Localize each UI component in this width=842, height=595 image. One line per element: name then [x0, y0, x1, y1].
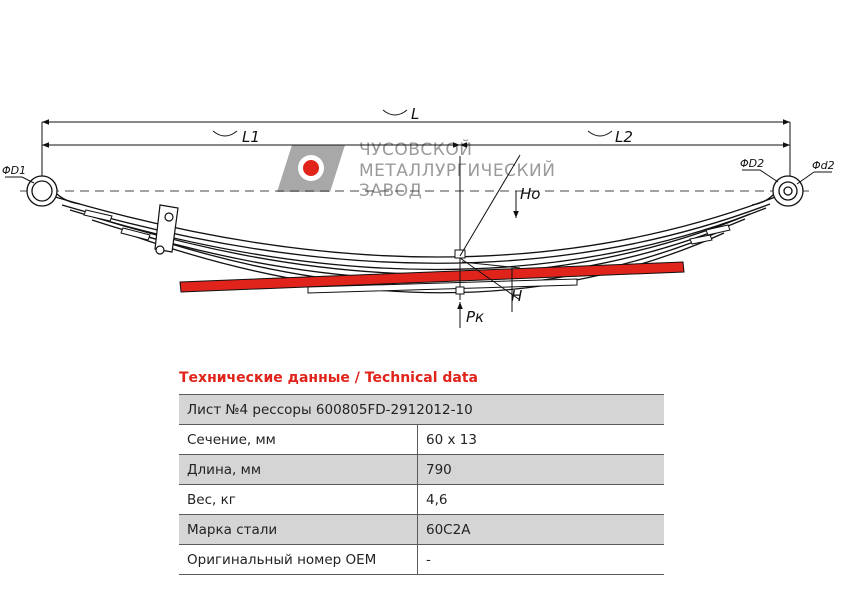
- table-header-cell: Лист №4 рессоры 600805FD-2912012-10: [179, 395, 664, 425]
- label-D2: ΦD2: [740, 157, 765, 170]
- row-value: 790: [418, 455, 665, 485]
- table-row: [179, 545, 664, 575]
- table-header-row: [179, 395, 664, 425]
- rebound-clip: [155, 205, 178, 254]
- row-label: Оригинальный номер OEM: [179, 545, 418, 575]
- label-L2: L2: [615, 128, 633, 146]
- row-label: Марка стали: [179, 515, 418, 545]
- table-row: [179, 425, 664, 455]
- row-value: 4,6: [418, 485, 665, 515]
- label-L1: L1: [242, 128, 260, 146]
- row-value: 60 x 13: [418, 425, 665, 455]
- row-label: Сечение, мм: [179, 425, 418, 455]
- leaf-end-tabs: [84, 210, 730, 244]
- logo-text-line1: ЧУСОВСКОЙ: [359, 140, 473, 160]
- table-row: [179, 455, 664, 485]
- row-label: Вес, кг: [179, 485, 418, 515]
- row-label: Длина, мм: [179, 455, 418, 485]
- label-H: H: [511, 287, 523, 305]
- company-logo: [277, 138, 555, 201]
- logo-text-line3: ЗАВОД: [359, 181, 423, 201]
- label-d2: Φd2: [812, 159, 835, 172]
- label-D1: ΦD1: [2, 164, 27, 177]
- row-value: 60С2А: [418, 515, 665, 545]
- label-Ho: Ho: [520, 185, 541, 203]
- table-row: [179, 485, 664, 515]
- row-value: -: [418, 545, 665, 575]
- table-title: Технические данные / Technical data: [179, 370, 479, 386]
- technical-data-table: [179, 394, 664, 575]
- label-Pk: Pк: [466, 308, 485, 326]
- logo-text-line2: МЕТАЛЛУРГИЧЕСКИЙ: [359, 161, 556, 181]
- label-L: L: [411, 105, 420, 123]
- table-row: [179, 515, 664, 545]
